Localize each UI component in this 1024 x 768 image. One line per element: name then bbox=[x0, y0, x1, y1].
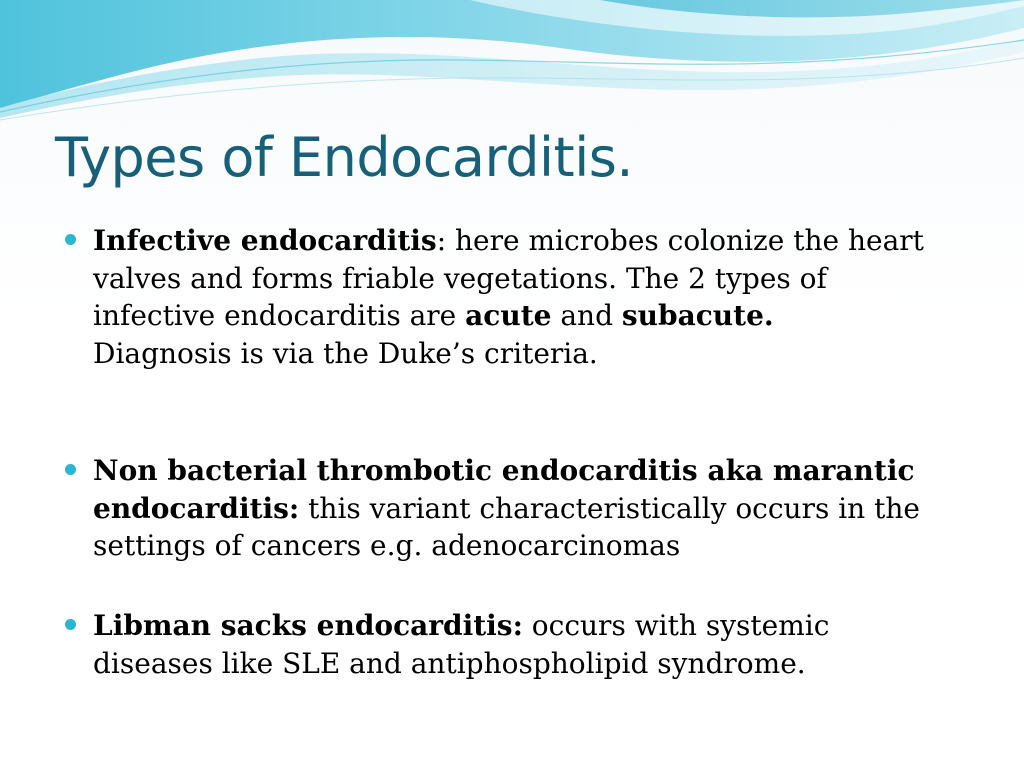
bullet-diagnosis-note: Diagnosis is via the Duke’s criteria. bbox=[93, 336, 598, 370]
bullet-text bbox=[93, 222, 953, 372]
bullet-dot-icon bbox=[65, 464, 76, 475]
bullet-infective-endocarditis bbox=[62, 222, 953, 372]
bullet-term: Infective endocarditis bbox=[93, 224, 437, 257]
bullet-description: : here microbes colonize the heart valves and forms friable vegetations. The 2 types of infective endocarditis are bbox=[93, 224, 924, 332]
decorative-wave-header bbox=[0, 0, 1024, 130]
slide-title: Types of Endocarditis. bbox=[55, 126, 633, 189]
bullet-term: Libman sacks endocarditis: bbox=[93, 609, 523, 642]
bullet-term: Non bacterial thrombotic endocarditis aka marantic endocarditis: bbox=[93, 454, 915, 525]
bullet-text bbox=[93, 607, 953, 682]
bullet-dot-icon bbox=[65, 234, 76, 245]
bullet-emphasis-subacute: subacute. bbox=[621, 299, 774, 332]
bullet-libman-sacks bbox=[62, 607, 953, 682]
bullet-dot-icon bbox=[65, 619, 76, 630]
bullet-text bbox=[93, 452, 953, 565]
bullet-nbte bbox=[62, 452, 953, 565]
bullet-description: occurs with systemic diseases like SLE and antiphospholipid syndrome. bbox=[93, 609, 830, 680]
bullet-description: this variant characteristically occurs in the settings of cancers e.g. adenocarcinomas bbox=[93, 491, 920, 562]
bullet-conjunction: and bbox=[551, 299, 622, 332]
bullet-emphasis-acute: acute bbox=[465, 299, 552, 332]
